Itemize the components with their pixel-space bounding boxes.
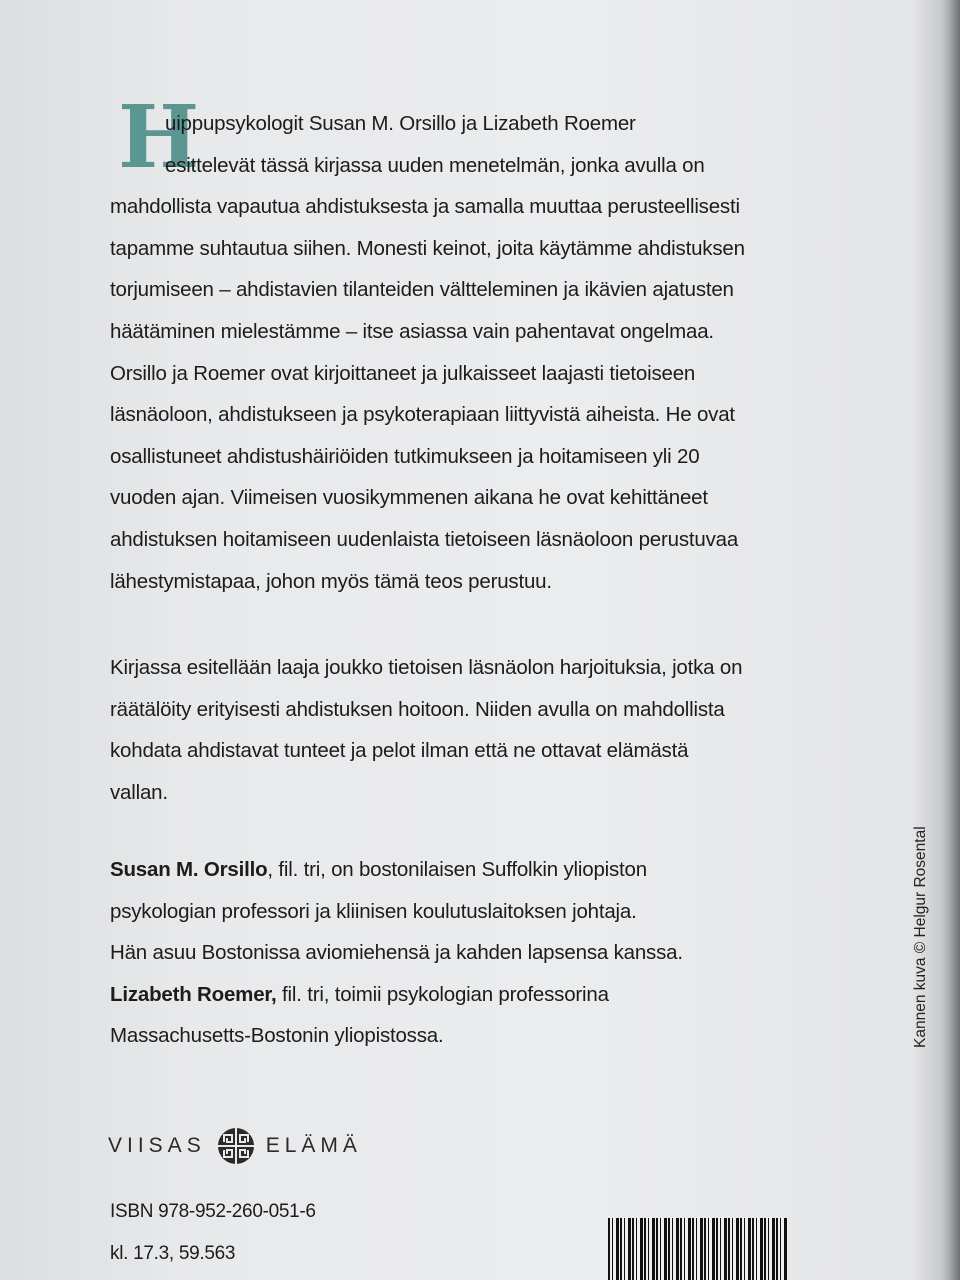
isbn: ISBN 978-952-260-051-6 [110, 1201, 316, 1222]
cover-edge [948, 0, 960, 1280]
barcode [608, 1218, 788, 1280]
text-line: lähestymistapaa, johon myös tämä teos perustuu. [110, 569, 552, 593]
author-bio-line: Hän asuu Bostonissa aviomiehensä ja kahden lapsensa kanssa. [110, 941, 683, 964]
author-bio-line: Massachusetts-Bostonin yliopistossa. [110, 1024, 444, 1047]
publisher-name-left: VIISAS [108, 1134, 206, 1157]
cover-credit: Kannen kuva © Helgur Rosental [912, 826, 929, 1048]
text-line: kohdata ahdistavat tunteet ja pelot ilman että ne ottavat elämästä [110, 739, 689, 763]
publisher-logo [108, 1126, 362, 1166]
text-line: Kirjassa esitellään laaja joukko tietoisen läsnäolon harjoituksia, jotka on [110, 656, 743, 679]
drop-cap: H [118, 87, 200, 188]
text-line: torjumiseen – ahdistavien tilanteiden vältteleminen ja ikävien ajatusten [110, 278, 734, 302]
author2-name: Lizabeth Roemer, [110, 983, 277, 1006]
author1-name: Susan M. Orsillo [110, 858, 268, 881]
text-line: Orsillo ja Roemer ovat kirjoittaneet ja julkaisseet laajasti tietoiseen [110, 361, 696, 385]
author-bio-line: psykologian professori ja kliinisen koulutuslaitoksen johtaja. [110, 900, 637, 923]
text-line: läsnäoloon, ahdistukseen ja psykoterapiaan liittyvistä aiheista. He ovat [110, 403, 735, 427]
author-bio-line [110, 849, 647, 891]
text-line: uippupsykologit Susan M. Orsillo ja Lizabeth Roemer [165, 112, 636, 135]
author2-text: fil. tri, toimii psykologian professorina [276, 983, 609, 1006]
author-bio-line [110, 974, 609, 1016]
text-line: esittelevät tässä kirjassa uuden menetelmän, jonka avulla on [165, 153, 705, 177]
text-line: vallan. [110, 780, 168, 804]
text-line: häätäminen mielestämme – itse asiassa vain pahentavat ongelmaa. [110, 320, 714, 343]
text-line: räätälöity erityisesti ahdistuksen hoitoon. Niiden avulla on mahdollista [110, 697, 725, 721]
publisher-emblem-icon [216, 1126, 256, 1166]
text-line: vuoden ajan. Viimeisen vuosikymmenen aikana he ovat kehittäneet [110, 486, 708, 510]
text-line: tapamme suhtautua siihen. Monesti keinot, joita käytämme ahdistuksen [110, 236, 745, 260]
classification: kl. 17.3, 59.563 [110, 1243, 236, 1264]
text-line: osallistuneet ahdistushäiriöiden tutkimukseen ja hoitamiseen yli 20 [110, 444, 700, 468]
text-line: mahdollista vapautua ahdistuksesta ja samalla muuttaa perusteellisesti [110, 195, 740, 219]
publisher-name-right: ELÄMÄ [265, 1134, 362, 1157]
author1-text: , fil. tri, on bostonilaisen Suffolkin yliopiston [267, 858, 647, 881]
text-line: ahdistuksen hoitamiseen uudenlaista tietoiseen läsnäoloon perustuvaa [110, 528, 739, 551]
